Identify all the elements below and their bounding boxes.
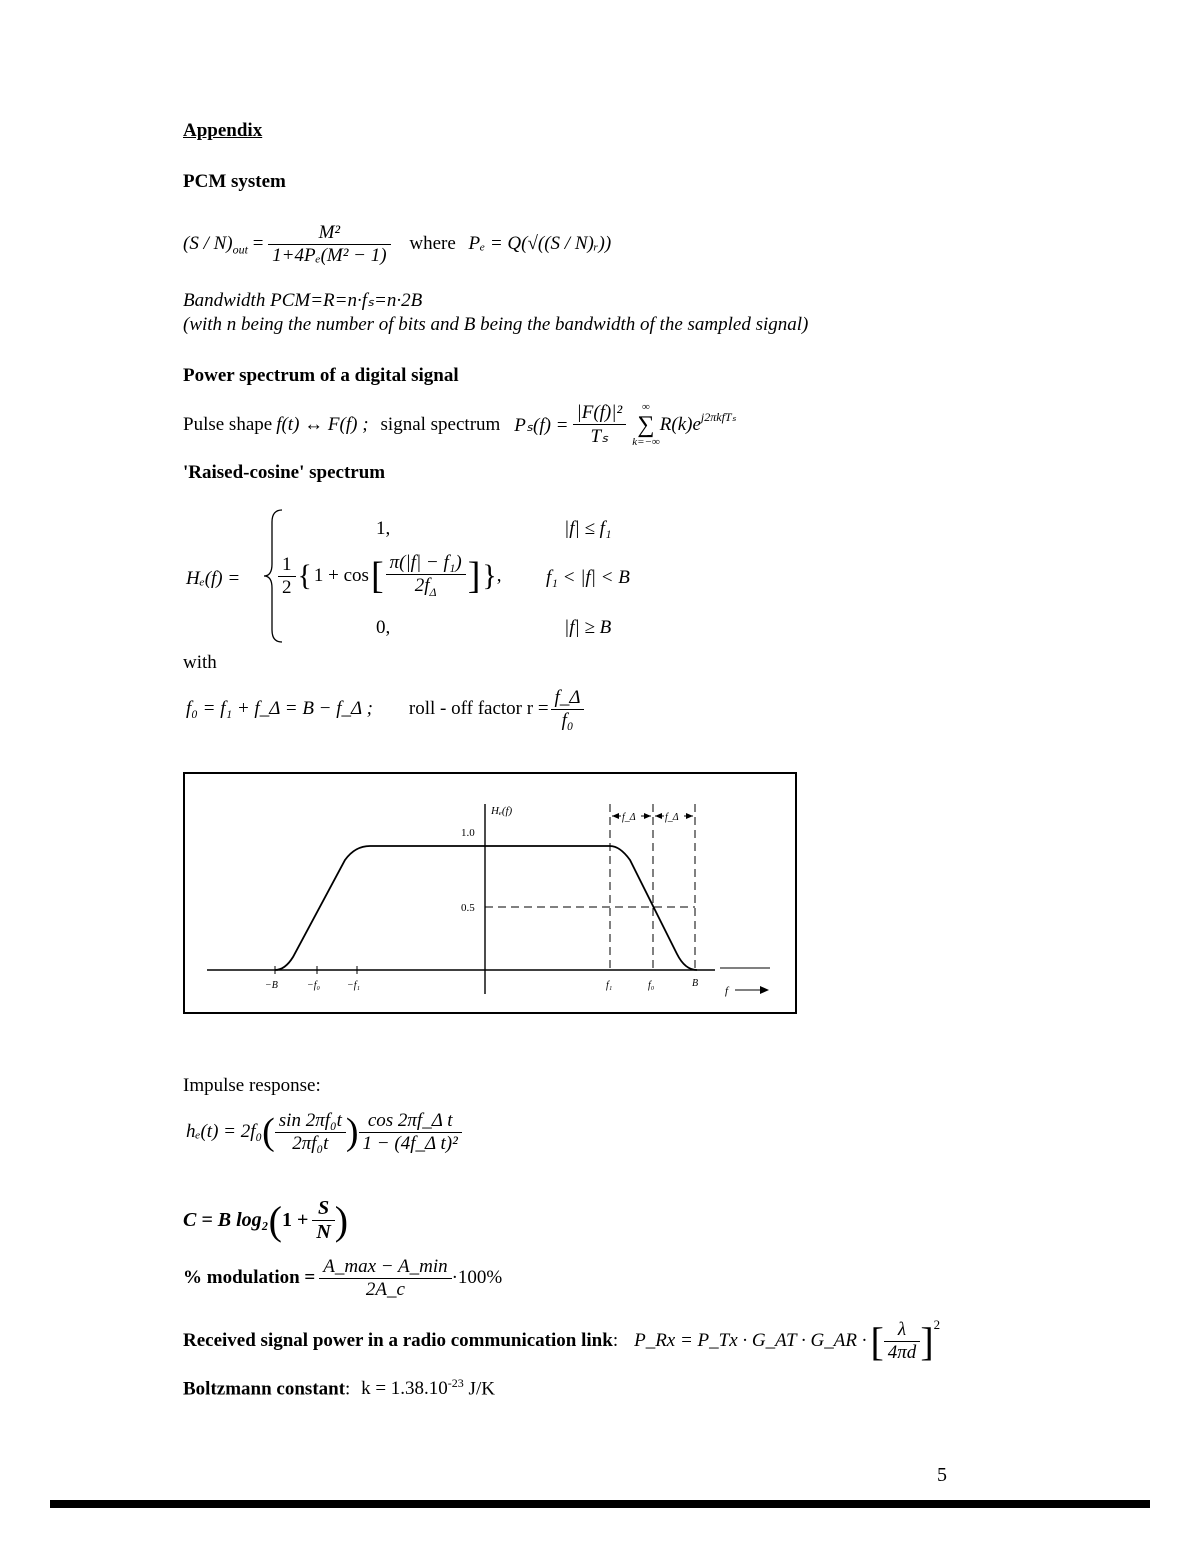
ps-denominator: Tₛ [590,426,609,447]
sn-denominator: 1+4Pₑ(M² − 1) [272,245,387,266]
half-fraction [278,554,296,599]
cos-den-sub: Δ [429,584,437,599]
raised-cosine-heading: 'Raised-cosine' spectrum [183,462,386,483]
boltzmann-label: Boltzmann constant [183,1378,346,1400]
ps-numerator: |F(f)|² [573,402,627,425]
x-label-neg-f1: −f₁ [347,980,361,991]
case1-value: 1, [376,518,391,539]
x-label-f1: f₁ [606,980,613,991]
cos-num: π(|f| − f₁) [386,552,466,575]
pcm-heading: PCM system [183,171,286,192]
modulation-num: A_max − A_min [319,1256,451,1279]
pcm-note: (with n being the number of bits and B being the bandwidth of the sampled signal) [183,314,809,335]
pulse-shape-label: Pulse shape [183,414,273,435]
boltzmann-exp: -23 [447,1376,464,1390]
modulation-formula [183,1250,502,1306]
impulse-formula: hₑ(t) = 2f₀ ( $\frac{\text{sin 2πf₀t}}{\text{2πf₀t}}$ ) $\frac{\text{cos 2πf\_Δ t}}{\text{1 − (4f\_Δ t)²}}$ [186,1100,462,1164]
half-num: 1 [278,554,296,577]
impulse-lhs: hₑ(t) = 2f₀ [186,1121,263,1142]
f0-formula [186,678,584,740]
modulation-den: 2A_c [365,1278,405,1300]
cos-prefix: 1 + cos [313,565,369,586]
where-label: where [409,232,456,254]
pcm-sn-formula: $(S / N)_{out}$ = $\frac{\text{M²}}{\text{1+4Pₑ(M² − 1)}}$ where Pₑ = Q(√((S / N)ᵣ)) [183,222,612,266]
he-lhs: Hₑ(f) = [186,568,241,589]
sinc-den: 2πf₀t [292,1132,329,1154]
capacity-lhs: C = B log₂ [183,1208,269,1231]
case3-value: 0, [376,617,391,638]
pe-expression: Pₑ = Q(√((S / N)ᵣ)) [468,232,612,254]
received-power-expr: P_Rx = P_Tx · G_AT · G_AR · [634,1330,867,1351]
case2-expression: $\frac{1}{2}$ { 1 + cos [ $\frac{\text{π(|f| − f₁)}}{2f_\Delta}$ ] } , [278,545,502,607]
rolloff-label: roll - off factor r = [408,698,549,719]
sum-top: ∞ [642,401,650,413]
x-label-f0: f₀ [648,980,655,991]
x-label-b: B [692,978,699,989]
impulse-label: Impulse response: [183,1075,321,1096]
case2-condition: f₁ < |f| < B [546,567,630,588]
ps-lhs: Pₛ(f) = [514,414,569,436]
fdelta-label-1: f_Δ [622,812,636,823]
friis-power: 2 [933,1317,941,1332]
cos-den: 2f [414,575,430,597]
sum-block [632,402,660,448]
received-power-colon: : [612,1330,619,1351]
received-power-formula: Received signal power in a radio communication link : P_Rx = P_Tx · G_AT · G_AR · [ $\frac{\lambda}{4\pi d}$ ] $^2$ [183,1317,941,1364]
signal-spectrum-label: signal spectrum [380,414,501,435]
rolloff-den: f₀ [561,709,574,731]
sinc-fraction [275,1110,346,1155]
power-spectrum-heading: Power spectrum of a digital signal [183,365,459,386]
received-power-label: Received signal power in a radio communication link [183,1330,613,1351]
boltzmann-colon: : [345,1378,351,1400]
boltzmann-unit: J/K [463,1378,495,1400]
pulse-shape-expr: f(t) ↔ F(f) ; [276,414,369,435]
sinc-num: sin 2πf₀t [275,1110,346,1133]
rolloff-fraction [551,687,585,732]
sn-numerator: M² [268,222,390,245]
boltzmann-value: k = 1.38.10 [361,1378,448,1400]
sum-symbol: ∑ [637,412,655,438]
bandwidth-text: Bandwidth PCM=R=n·fₛ=n·2B [183,290,423,311]
tick-label-1: 1.0 [461,827,475,839]
capacity-n: N [316,1220,331,1243]
boltzmann-line [183,1376,495,1400]
sum-term: R(k)e [659,414,701,435]
sn-fraction [268,222,390,267]
x-label-neg-b: −B [265,980,278,991]
sn-ratio-fraction [312,1197,334,1244]
friis-den: 4πd [887,1341,917,1363]
cos-term-fraction [359,1110,462,1155]
x-axis-label: f [725,985,729,997]
cos-term-den: 1 − (4f_Δ t)² [362,1132,458,1154]
half-den: 2 [282,576,292,598]
rolloff-num: f_Δ [551,687,585,710]
raised-cosine-figure [183,772,797,1014]
cos-term-num: cos 2πf_Δ t [359,1110,462,1133]
case3-condition: |f| ≥ B [564,617,612,638]
cos-fraction [386,552,466,600]
appendix-title: Appendix [183,120,263,141]
modulation-fraction [319,1256,451,1301]
tick-label-05: 0.5 [461,902,475,914]
x-label-neg-f0: −f₀ [307,980,321,991]
capacity-inner: 1 + [281,1208,309,1231]
footer-rule [50,1500,1150,1508]
case1-condition: |f| ≤ f₁ [564,518,612,539]
friis-num: λ [884,1319,921,1342]
capacity-formula: C = B log₂ ( 1 + $\frac{S}{N}$ ) [183,1196,349,1243]
sn-lhs: (S / N) [183,232,233,254]
power-spectrum-formula [183,392,736,458]
y-axis-label: Hₑ(f) [491,805,513,817]
page-number: 5 [937,1464,947,1486]
ps-fraction [573,402,627,448]
friis-fraction [884,1319,921,1364]
sum-exp: j2πkfTₛ [700,409,737,424]
f0-expr: f₀ = f₁ + f_Δ = B − f_Δ ; [186,698,373,719]
fdelta-label-2: f_Δ [665,812,679,823]
modulation-suffix: ·100% [451,1267,503,1288]
modulation-label: % modulation = [183,1267,316,1288]
with-label: with [183,652,217,673]
spectrum-curve [275,846,697,970]
capacity-s: S [312,1197,334,1221]
sum-bottom: k=−∞ [632,436,660,448]
raised-cosine-plot [185,774,794,1011]
sn-lhs-sub: out [232,242,248,257]
